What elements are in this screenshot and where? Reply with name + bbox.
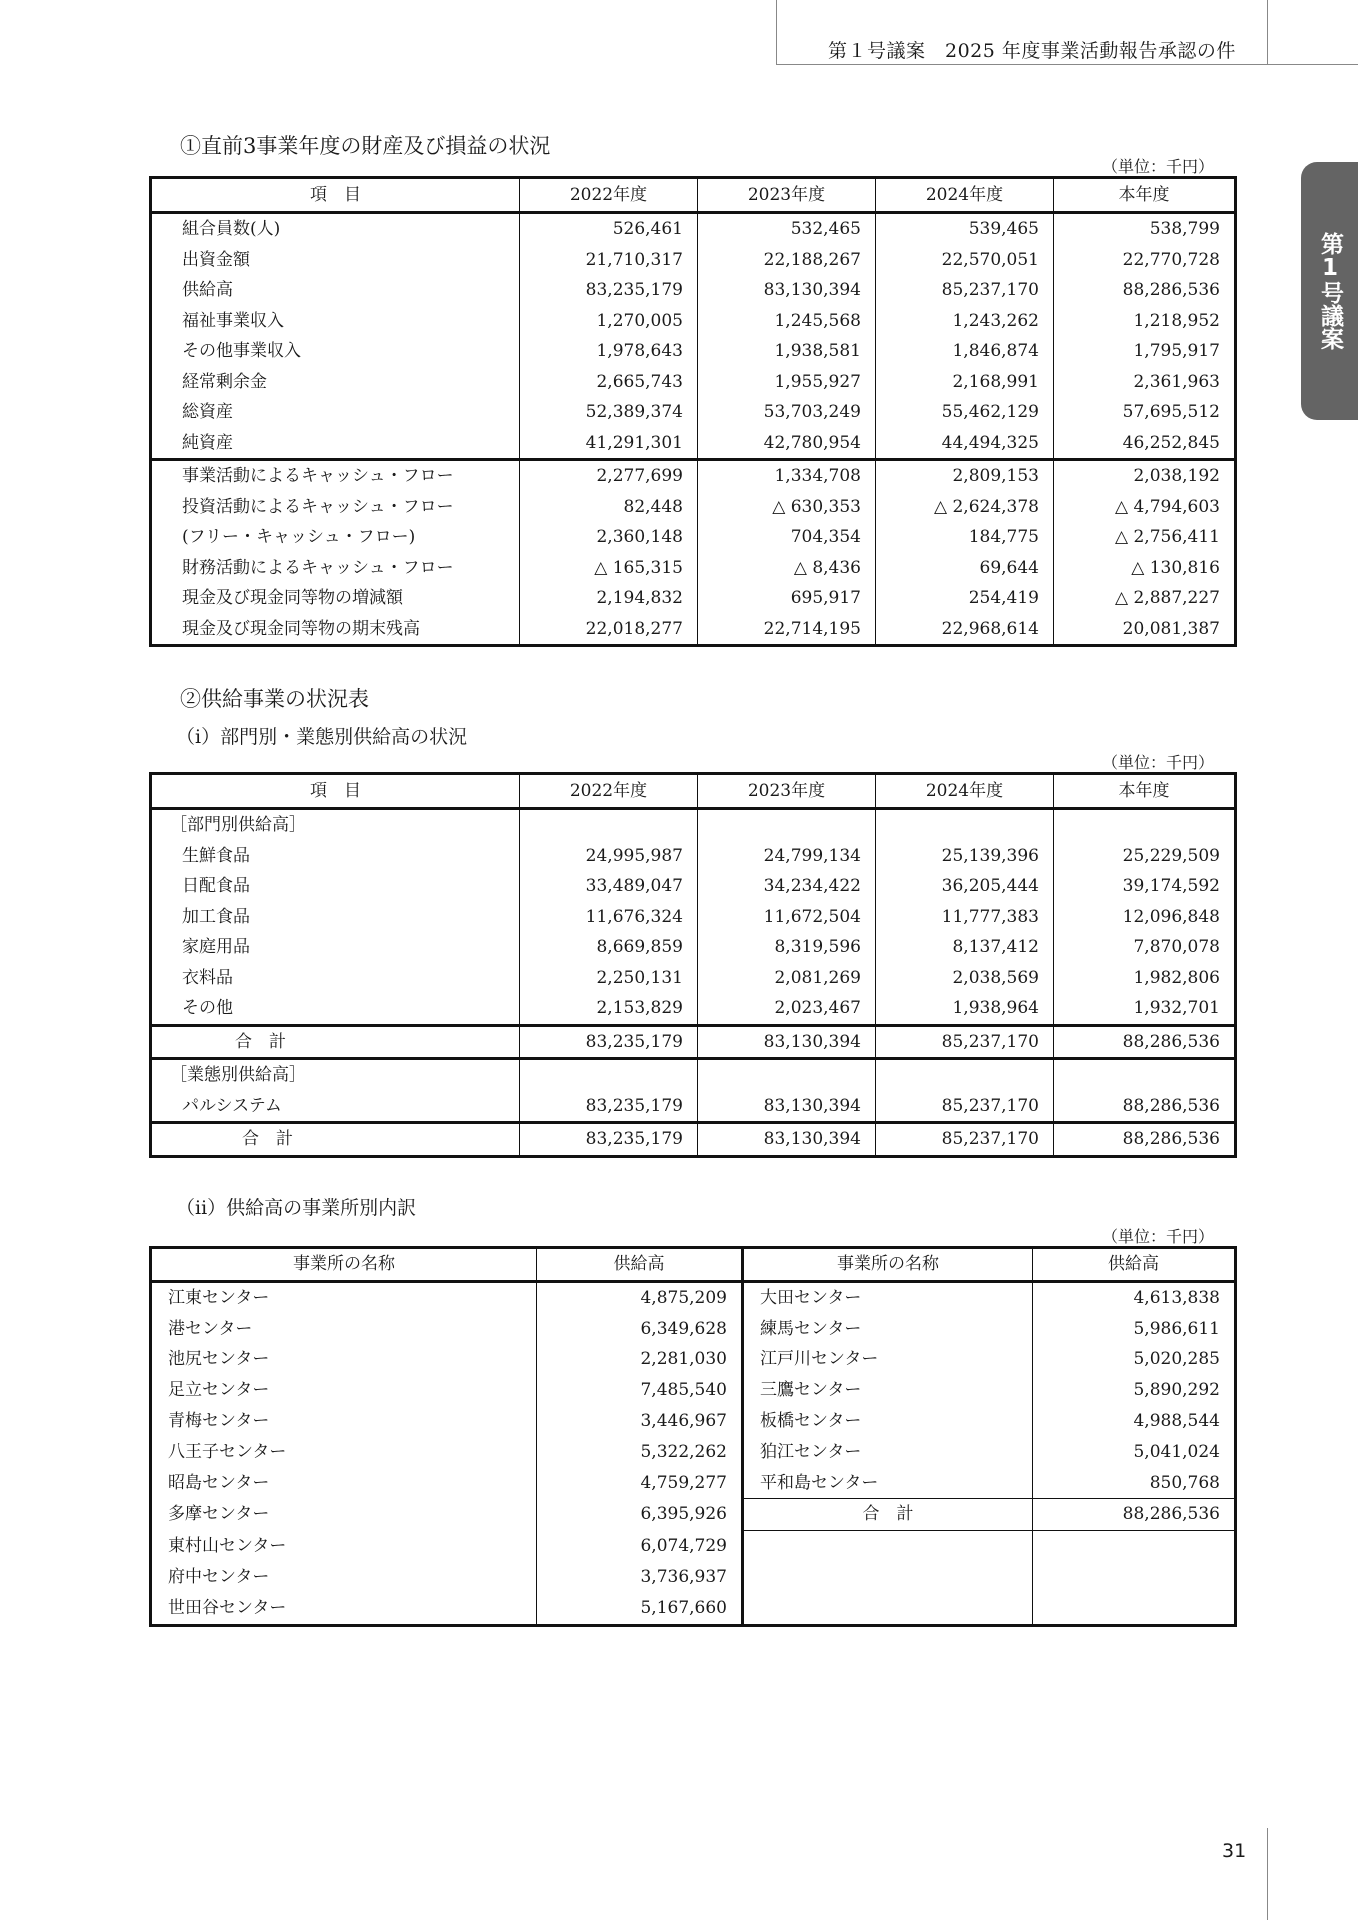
row-value: △ 8,436	[698, 553, 876, 584]
row-value: 46,252,845	[1054, 428, 1236, 460]
table-row	[151, 1593, 1236, 1625]
row-value: 25,229,509	[1054, 841, 1236, 872]
table-row	[151, 336, 1236, 367]
office-name: 港センター	[151, 1314, 537, 1345]
office-name: 世田谷センター	[151, 1593, 537, 1625]
row-value: △ 4,794,603	[1054, 492, 1236, 523]
office-name: 八王子センター	[151, 1437, 537, 1468]
column-header: 供給高	[537, 1248, 743, 1282]
office-supply: 3,736,937	[537, 1562, 743, 1593]
column-header: 本年度	[1054, 178, 1236, 213]
row-value: 2,360,148	[520, 522, 698, 553]
row-label: 純資産	[151, 428, 520, 460]
row-label: 組合員数(人)	[151, 213, 520, 245]
group-heading: ［業態別供給高］	[151, 1059, 520, 1091]
table-row	[151, 963, 1236, 994]
table-row	[151, 1091, 1236, 1123]
row-value: 36,205,444	[876, 871, 1054, 902]
row-value: 39,174,592	[1054, 871, 1236, 902]
empty-cell	[743, 1531, 1033, 1562]
table-row	[151, 245, 1236, 276]
row-value: 538,799	[1054, 213, 1236, 245]
row-label: 投資活動によるキャッシュ・フロー	[151, 492, 520, 523]
row-label: その他事業収入	[151, 336, 520, 367]
row-value: 1,795,917	[1054, 336, 1236, 367]
empty-cell	[876, 1059, 1054, 1091]
header-divider-left	[776, 0, 777, 64]
row-label: 衣料品	[151, 963, 520, 994]
row-value: 2,081,269	[698, 963, 876, 994]
table-row	[151, 1123, 1236, 1157]
row-value: 88,286,536	[1054, 275, 1236, 306]
row-value: 2,038,192	[1054, 460, 1236, 492]
row-label: 現金及び現金同等物の増減額	[151, 583, 520, 614]
row-value: 82,448	[520, 492, 698, 523]
column-header: 2024年度	[876, 774, 1054, 809]
row-value: 12,096,848	[1054, 902, 1236, 933]
office-supply: 6,349,628	[537, 1314, 743, 1345]
row-value: 83,235,179	[520, 1025, 698, 1059]
table-row	[151, 397, 1236, 428]
table-row	[151, 902, 1236, 933]
group-heading: ［部門別供給高］	[151, 809, 520, 841]
table-row	[151, 993, 1236, 1025]
empty-cell	[698, 809, 876, 841]
row-value: 83,235,179	[520, 1091, 698, 1123]
row-value: 22,714,195	[698, 614, 876, 646]
row-label: 日配食品	[151, 871, 520, 902]
group-heading-row	[151, 809, 1236, 841]
row-label: 財務活動によるキャッシュ・フロー	[151, 553, 520, 584]
row-value: 526,461	[520, 213, 698, 245]
row-label: 経常剰余金	[151, 367, 520, 398]
row-value: 695,917	[698, 583, 876, 614]
row-value: 1,846,874	[876, 336, 1054, 367]
supply-by-office-table	[149, 1246, 1237, 1627]
empty-cell	[1033, 1593, 1236, 1625]
office-name: 昭島センター	[151, 1468, 537, 1499]
row-value: 22,770,728	[1054, 245, 1236, 276]
office-supply: 5,322,262	[537, 1437, 743, 1468]
row-value: 2,023,467	[698, 993, 876, 1025]
table-header-row	[151, 1248, 1236, 1282]
row-label: 合 計	[151, 1025, 520, 1059]
row-value: 2,277,699	[520, 460, 698, 492]
empty-cell	[1054, 809, 1236, 841]
office-supply: 2,281,030	[537, 1344, 743, 1375]
table-row	[151, 1531, 1236, 1562]
section2-unit: （単位：千円）	[1101, 753, 1214, 772]
row-value: 2,168,991	[876, 367, 1054, 398]
row-value: 33,489,047	[520, 871, 698, 902]
row-label: 合 計	[151, 1123, 520, 1157]
table-row	[151, 275, 1236, 306]
office-name: 平和島センター	[743, 1468, 1033, 1499]
row-value: 1,218,952	[1054, 306, 1236, 337]
row-value: △ 2,756,411	[1054, 522, 1236, 553]
section1-unit: （単位：千円）	[1101, 157, 1214, 176]
row-label: 生鮮食品	[151, 841, 520, 872]
table-row	[151, 1499, 1236, 1531]
row-value: 11,676,324	[520, 902, 698, 933]
empty-cell	[520, 809, 698, 841]
row-value: △ 165,315	[520, 553, 698, 584]
office-supply: 4,875,209	[537, 1281, 743, 1313]
group-heading-row	[151, 1059, 1236, 1091]
row-label: 供給高	[151, 275, 520, 306]
office-supply: 5,041,024	[1033, 1437, 1236, 1468]
row-value: 8,319,596	[698, 932, 876, 963]
table-row	[151, 428, 1236, 460]
row-value: 11,777,383	[876, 902, 1054, 933]
row-value: 42,780,954	[698, 428, 876, 460]
office-name: 三鷹センター	[743, 1375, 1033, 1406]
office-supply: 5,986,611	[1033, 1314, 1236, 1345]
row-value: 1,245,568	[698, 306, 876, 337]
table-row	[151, 841, 1236, 872]
row-value: 83,235,179	[520, 1123, 698, 1157]
office-supply: 6,395,926	[537, 1499, 743, 1531]
table-row	[151, 460, 1236, 492]
row-label: 出資金額	[151, 245, 520, 276]
row-value: 52,389,374	[520, 397, 698, 428]
office-supply: 5,020,285	[1033, 1344, 1236, 1375]
empty-cell	[876, 809, 1054, 841]
side-tab-label: 第1号議案	[1317, 232, 1343, 350]
office-supply: 5,890,292	[1033, 1375, 1236, 1406]
row-value: 2,361,963	[1054, 367, 1236, 398]
row-value: 55,462,129	[876, 397, 1054, 428]
row-value: 22,968,614	[876, 614, 1054, 646]
row-label: 現金及び現金同等物の期末残高	[151, 614, 520, 646]
row-value: 83,130,394	[698, 1091, 876, 1123]
financial-summary-table	[149, 176, 1237, 647]
row-value: 57,695,512	[1054, 397, 1236, 428]
table-row	[151, 522, 1236, 553]
column-header: 供給高	[1033, 1248, 1236, 1282]
column-header: 事業所の名称	[743, 1248, 1033, 1282]
row-label: その他	[151, 993, 520, 1025]
row-value: 11,672,504	[698, 902, 876, 933]
row-value: 8,137,412	[876, 932, 1054, 963]
column-header: 2024年度	[876, 178, 1054, 213]
header-title: 第１号議案 2025 年度事業活動報告承認の件	[828, 40, 1236, 62]
empty-cell	[1033, 1562, 1236, 1593]
row-label: (フリー・キャッシュ・フロー)	[151, 522, 520, 553]
row-value: 21,710,317	[520, 245, 698, 276]
office-name: 青梅センター	[151, 1406, 537, 1437]
row-value: △ 630,353	[698, 492, 876, 523]
row-value: 1,938,964	[876, 993, 1054, 1025]
header-rule	[776, 64, 1358, 65]
row-value: 704,354	[698, 522, 876, 553]
office-supply: 3,446,967	[537, 1406, 743, 1437]
row-value: 539,465	[876, 213, 1054, 245]
office-name: 多摩センター	[151, 1499, 537, 1531]
row-value: 85,237,170	[876, 1091, 1054, 1123]
section3-subtitle: （ⅱ）供給高の事業所別内訳	[176, 1197, 417, 1219]
row-value: 2,153,829	[520, 993, 698, 1025]
page-number: 31	[1222, 1840, 1247, 1862]
row-value: 8,669,859	[520, 932, 698, 963]
office-name: 府中センター	[151, 1562, 537, 1593]
row-label: 加工食品	[151, 902, 520, 933]
section3-unit: （単位：千円）	[1101, 1227, 1214, 1246]
table-row	[151, 1468, 1236, 1499]
column-header: 事業所の名称	[151, 1248, 537, 1282]
office-name: 江東センター	[151, 1281, 537, 1313]
column-header: 項 目	[151, 178, 520, 213]
table-row	[151, 1344, 1236, 1375]
empty-cell	[1054, 1059, 1236, 1091]
row-value: 184,775	[876, 522, 1054, 553]
table-row	[151, 1562, 1236, 1593]
row-value: 1,978,643	[520, 336, 698, 367]
footer-divider	[1267, 1828, 1268, 1920]
row-value: 88,286,536	[1054, 1025, 1236, 1059]
column-header: 2022年度	[520, 774, 698, 809]
empty-cell	[698, 1059, 876, 1091]
row-value: 83,235,179	[520, 275, 698, 306]
table-header-row	[151, 178, 1236, 213]
row-value: 85,237,170	[876, 275, 1054, 306]
office-name: 大田センター	[743, 1281, 1033, 1313]
total-label: 合 計	[743, 1499, 1033, 1531]
row-value: 22,018,277	[520, 614, 698, 646]
column-header: 本年度	[1054, 774, 1236, 809]
column-header: 2023年度	[698, 178, 876, 213]
row-value: 7,870,078	[1054, 932, 1236, 963]
table-row	[151, 583, 1236, 614]
empty-cell	[743, 1562, 1033, 1593]
row-value: 1,243,262	[876, 306, 1054, 337]
row-value: 85,237,170	[876, 1123, 1054, 1157]
row-value: △ 2,887,227	[1054, 583, 1236, 614]
office-name: 練馬センター	[743, 1314, 1033, 1345]
row-value: 22,570,051	[876, 245, 1054, 276]
office-supply: 4,613,838	[1033, 1281, 1236, 1313]
header-divider-right	[1267, 0, 1268, 64]
row-label: パルシステム	[151, 1091, 520, 1123]
row-value: △ 130,816	[1054, 553, 1236, 584]
row-value: 24,799,134	[698, 841, 876, 872]
row-value: 34,234,422	[698, 871, 876, 902]
row-value: △ 2,624,378	[876, 492, 1054, 523]
row-value: 1,955,927	[698, 367, 876, 398]
office-name: 江戸川センター	[743, 1344, 1033, 1375]
row-value: 41,291,301	[520, 428, 698, 460]
empty-cell	[1033, 1531, 1236, 1562]
office-name: 池尻センター	[151, 1344, 537, 1375]
table-header-row	[151, 774, 1236, 809]
row-label: 福祉事業収入	[151, 306, 520, 337]
column-header: 項 目	[151, 774, 520, 809]
office-supply: 7,485,540	[537, 1375, 743, 1406]
row-value: 83,130,394	[698, 1123, 876, 1157]
row-value: 1,270,005	[520, 306, 698, 337]
office-supply: 4,759,277	[537, 1468, 743, 1499]
row-value: 83,130,394	[698, 1025, 876, 1059]
table-row	[151, 871, 1236, 902]
row-value: 69,644	[876, 553, 1054, 584]
table-row	[151, 213, 1236, 245]
row-label: 事業活動によるキャッシュ・フロー	[151, 460, 520, 492]
office-supply: 5,167,660	[537, 1593, 743, 1625]
row-value: 25,139,396	[876, 841, 1054, 872]
table-row	[151, 614, 1236, 646]
row-label: 総資産	[151, 397, 520, 428]
row-value: 2,250,131	[520, 963, 698, 994]
row-value: 2,665,743	[520, 367, 698, 398]
row-value: 1,932,701	[1054, 993, 1236, 1025]
table-row	[151, 1314, 1236, 1345]
section1-title: ①直前3事業年度の財産及び損益の状況	[180, 134, 551, 158]
table-row	[151, 932, 1236, 963]
empty-cell	[520, 1059, 698, 1091]
table-row	[151, 1375, 1236, 1406]
table-row	[151, 1025, 1236, 1059]
row-value: 2,809,153	[876, 460, 1054, 492]
table-row	[151, 492, 1236, 523]
total-value: 88,286,536	[1033, 1499, 1236, 1531]
column-header: 2022年度	[520, 178, 698, 213]
row-value: 22,188,267	[698, 245, 876, 276]
row-value: 44,494,325	[876, 428, 1054, 460]
office-name: 狛江センター	[743, 1437, 1033, 1468]
row-value: 20,081,387	[1054, 614, 1236, 646]
row-value: 88,286,536	[1054, 1091, 1236, 1123]
row-value: 2,038,569	[876, 963, 1054, 994]
row-value: 1,334,708	[698, 460, 876, 492]
table-row	[151, 367, 1236, 398]
supply-by-division-table	[149, 772, 1237, 1158]
table-row	[151, 1437, 1236, 1468]
empty-cell	[743, 1593, 1033, 1625]
row-value: 85,237,170	[876, 1025, 1054, 1059]
table-row	[151, 1281, 1236, 1313]
section2-subtitle: （ⅰ）部門別・業態別供給高の状況	[176, 726, 468, 748]
row-value: 83,130,394	[698, 275, 876, 306]
office-supply: 6,074,729	[537, 1531, 743, 1562]
office-supply: 850,768	[1033, 1468, 1236, 1499]
table-row	[151, 1406, 1236, 1437]
office-name: 足立センター	[151, 1375, 537, 1406]
table-row	[151, 306, 1236, 337]
row-value: 24,995,987	[520, 841, 698, 872]
row-value: 1,982,806	[1054, 963, 1236, 994]
table-row	[151, 553, 1236, 584]
column-header: 2023年度	[698, 774, 876, 809]
row-value: 532,465	[698, 213, 876, 245]
office-name: 板橋センター	[743, 1406, 1033, 1437]
row-label: 家庭用品	[151, 932, 520, 963]
row-value: 88,286,536	[1054, 1123, 1236, 1157]
row-value: 2,194,832	[520, 583, 698, 614]
office-name: 東村山センター	[151, 1531, 537, 1562]
row-value: 254,419	[876, 583, 1054, 614]
office-supply: 4,988,544	[1033, 1406, 1236, 1437]
row-value: 1,938,581	[698, 336, 876, 367]
section2-title: ②供給事業の状況表	[180, 687, 369, 711]
row-value: 53,703,249	[698, 397, 876, 428]
